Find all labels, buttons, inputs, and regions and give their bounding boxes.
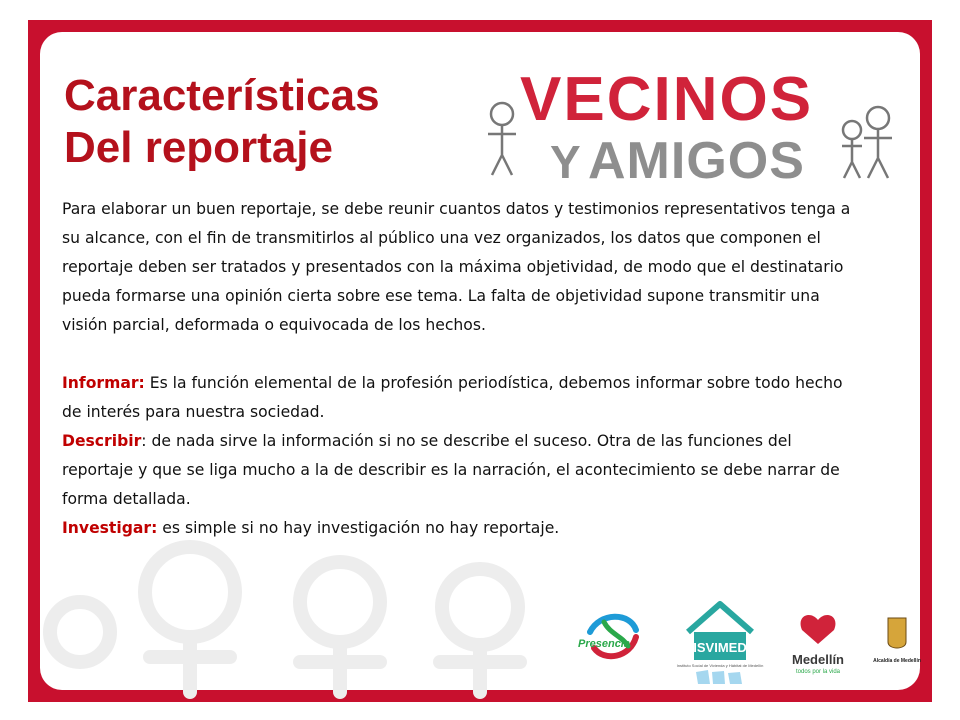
cartoon-kid-left xyxy=(488,103,516,175)
alcaldia-logo xyxy=(873,618,921,664)
medellin-logo xyxy=(792,615,844,675)
slide-body xyxy=(62,195,852,543)
alcaldia-logo-text: Alcaldía de Medellín xyxy=(873,658,921,664)
amigos-logo-word: AMIGOS xyxy=(588,132,805,190)
title-line-1: Características xyxy=(64,71,380,120)
slide-frame xyxy=(28,20,932,702)
vecinos-y-amigos-logo xyxy=(480,60,910,190)
cartoon-kid-right xyxy=(842,107,892,178)
item-term: Investigar: xyxy=(62,519,158,537)
item-text: : de nada sirve la información si no se describe el suceso. Otra de las funciones del reportaje y que se liga mucho a la de describir es la narración, el acontecimiento se debe narrar de forma detallada. xyxy=(62,432,840,508)
paragraph-gap xyxy=(62,340,852,369)
item-term: Informar: xyxy=(62,374,145,392)
title-line-2: Del reportaje xyxy=(64,123,333,172)
item-informar xyxy=(62,369,852,427)
isvimed-logo-text: ISVIMED xyxy=(693,640,747,655)
vecinos-logo-word: VECINOS xyxy=(520,65,814,134)
isvimed-logo xyxy=(677,604,764,684)
item-text: Es la función elemental de la profesión periodística, debemos informar sobre todo hecho de interés para nuestra sociedad. xyxy=(62,374,843,421)
slide-title xyxy=(64,70,380,174)
slide-panel xyxy=(40,32,920,690)
medellin-logo-tagline: todos por la vida xyxy=(795,669,841,675)
isvimed-logo-subtext: Instituto Social de Vivienda y Hábitat de Medellín xyxy=(676,663,764,668)
presencia-logo xyxy=(578,617,636,656)
vecinos-logo-y: Y xyxy=(550,136,581,188)
presencia-logo-text: Presencia xyxy=(578,638,630,650)
sponsor-logos xyxy=(570,592,921,687)
item-investigar xyxy=(62,514,562,543)
intro-paragraph: Para elaborar un buen reportaje, se debe reunir cuantos datos y testimonios representativos tenga a su alcance, con el fin de transmitirlos al público una vez organizados, los datos que componen el reportaje deben ser tratados y presentados con la máxima objetividad, de modo que el destinatario pueda formarse una opinión cierta sobre ese tema. La falta de objetividad supone transmitir una visión parcial, deformada o equivocada de los hechos. xyxy=(62,200,851,334)
item-term: Describir xyxy=(62,432,142,450)
item-text: es simple si no hay investigación no hay reportaje. xyxy=(157,519,560,537)
medellin-logo-text: Medellín xyxy=(791,652,845,667)
item-describir xyxy=(62,427,852,514)
